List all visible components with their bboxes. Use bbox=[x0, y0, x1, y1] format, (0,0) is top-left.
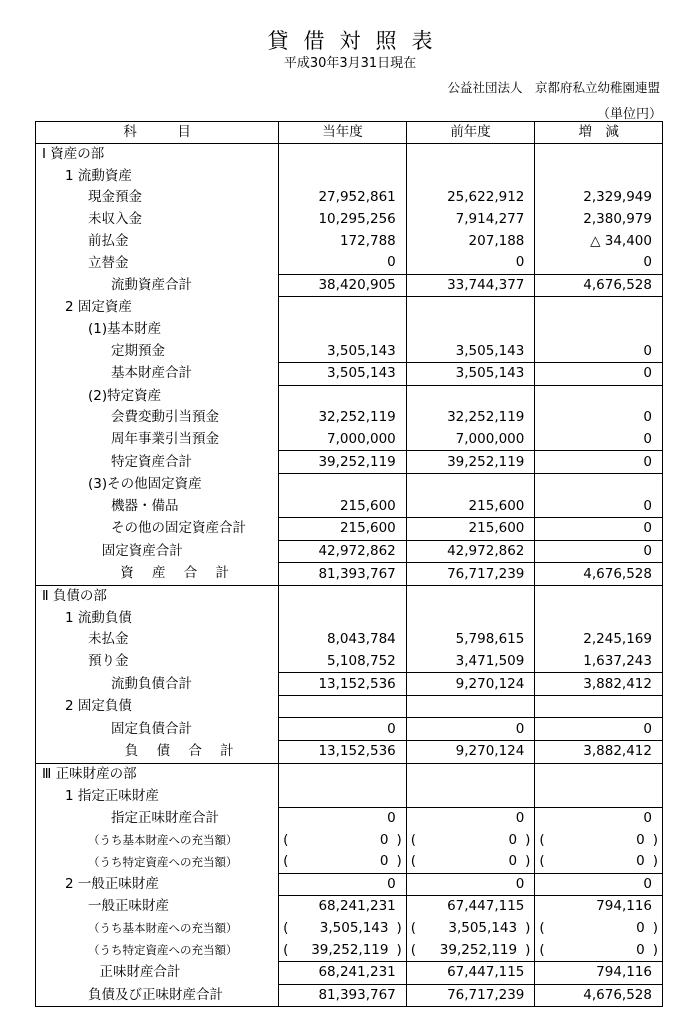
current-year-value: 215,600 bbox=[279, 518, 407, 541]
parenthetical-value: 39,252,119 bbox=[439, 941, 518, 958]
row-label-cell bbox=[36, 873, 279, 896]
close-paren: ) bbox=[652, 941, 658, 958]
previous-year-value: 3,471,509 bbox=[406, 651, 535, 673]
row-label: 1 流動負債 bbox=[65, 609, 132, 626]
current-year-value bbox=[279, 939, 407, 961]
row-label: 2 固定負債 bbox=[65, 698, 132, 715]
row-label: （うち基本財産への充当額） bbox=[88, 832, 238, 847]
current-year-value bbox=[279, 785, 407, 807]
current-year-value bbox=[279, 607, 407, 629]
row-label-cell bbox=[36, 297, 279, 319]
parenthetical-value: 39,252,119 bbox=[311, 941, 389, 958]
table-row bbox=[36, 785, 663, 807]
previous-year-value bbox=[406, 144, 535, 166]
current-year-value: 13,152,536 bbox=[279, 741, 407, 764]
current-year-value: 8,043,784 bbox=[279, 629, 407, 651]
open-paren: ( bbox=[283, 920, 289, 937]
current-year-value bbox=[279, 851, 407, 873]
row-label: 前払金 bbox=[88, 232, 129, 249]
table-row bbox=[36, 230, 663, 252]
parenthetical-value: 0 bbox=[636, 920, 645, 937]
balance-sheet-table bbox=[35, 121, 663, 1007]
previous-year-value: 3,505,143 bbox=[406, 362, 535, 385]
table-row bbox=[36, 984, 663, 1007]
change-value: 794,116 bbox=[535, 896, 663, 918]
close-paren: ) bbox=[652, 853, 658, 870]
row-label: 一般正味財産 bbox=[88, 898, 169, 915]
current-year-value: 68,241,231 bbox=[279, 961, 407, 984]
change-value: 2,245,169 bbox=[535, 629, 663, 651]
row-label-cell bbox=[36, 496, 279, 518]
change-value bbox=[535, 166, 663, 188]
table-row bbox=[36, 918, 663, 940]
row-label-cell bbox=[36, 563, 279, 586]
row-label: Ⅰ 資産の部 bbox=[42, 146, 105, 163]
open-paren: ( bbox=[283, 831, 289, 848]
parenthetical-value: 0 bbox=[636, 853, 645, 870]
open-paren: ( bbox=[410, 853, 417, 870]
row-label-cell bbox=[36, 518, 279, 541]
column-header-previous-year: 前年度 bbox=[406, 122, 535, 144]
previous-year-value: 67,447,115 bbox=[406, 961, 535, 984]
table-body bbox=[36, 144, 663, 1007]
previous-year-value: 7,914,277 bbox=[406, 209, 535, 231]
row-label: （うち特定資産への充当額） bbox=[88, 854, 238, 869]
change-value: 0 bbox=[535, 252, 663, 274]
parenthetical-value: 0 bbox=[379, 831, 389, 848]
change-value: △ 34,400 bbox=[535, 230, 663, 252]
change-value: 1,637,243 bbox=[535, 651, 663, 673]
row-label: Ⅲ 正味財産の部 bbox=[42, 765, 137, 782]
close-paren: ) bbox=[652, 831, 658, 848]
previous-year-value bbox=[406, 166, 535, 188]
open-paren: ( bbox=[283, 853, 289, 870]
table-row bbox=[36, 763, 663, 785]
change-value bbox=[535, 851, 663, 873]
row-label-cell bbox=[36, 473, 279, 495]
row-label: (2)特定資産 bbox=[88, 387, 162, 404]
change-value bbox=[535, 473, 663, 495]
previous-year-value bbox=[406, 695, 535, 718]
previous-year-value: 9,270,124 bbox=[406, 673, 535, 696]
row-label: 周年事業引当預金 bbox=[111, 431, 219, 448]
open-paren: ( bbox=[539, 853, 545, 870]
open-paren: ( bbox=[410, 920, 417, 937]
row-label: 未払金 bbox=[88, 631, 129, 648]
previous-year-value bbox=[406, 851, 535, 873]
change-value: 3,882,412 bbox=[535, 741, 663, 764]
row-label: （うち特定資産への充当額） bbox=[88, 942, 238, 957]
previous-year-value bbox=[406, 829, 535, 851]
table-row bbox=[36, 896, 663, 918]
column-header-current-year: 当年度 bbox=[279, 122, 407, 144]
row-label-cell bbox=[36, 252, 279, 274]
previous-year-value: 42,972,862 bbox=[406, 540, 535, 563]
table-row bbox=[36, 209, 663, 231]
table-row bbox=[36, 518, 663, 541]
column-header-change: 増 減 bbox=[535, 122, 663, 144]
table-row bbox=[36, 829, 663, 851]
open-paren: ( bbox=[410, 831, 417, 848]
row-label-cell bbox=[36, 144, 279, 166]
current-year-value: 0 bbox=[279, 252, 407, 274]
row-label: 指定正味財産合計 bbox=[111, 809, 219, 826]
current-year-value: 172,788 bbox=[279, 230, 407, 252]
row-label: （うち基本財産への充当額） bbox=[88, 921, 238, 936]
current-year-value bbox=[279, 319, 407, 341]
open-paren: ( bbox=[539, 831, 545, 848]
previous-year-value: 0 bbox=[406, 873, 535, 896]
current-year-value: 215,600 bbox=[279, 496, 407, 518]
table-row bbox=[36, 741, 663, 764]
table-row bbox=[36, 607, 663, 629]
parenthetical-value: 3,505,143 bbox=[448, 920, 518, 937]
current-year-value bbox=[279, 763, 407, 785]
current-year-value: 0 bbox=[279, 807, 407, 829]
change-value: 0 bbox=[535, 718, 663, 741]
row-label-cell bbox=[36, 385, 279, 407]
current-year-value bbox=[279, 473, 407, 495]
open-paren: ( bbox=[539, 941, 545, 958]
table-row bbox=[36, 429, 663, 451]
table-row bbox=[36, 695, 663, 718]
parenthetical-value: 0 bbox=[636, 941, 645, 958]
table-row bbox=[36, 939, 663, 961]
row-label: 預り金 bbox=[88, 653, 129, 670]
row-label: 特定資産合計 bbox=[111, 453, 192, 470]
table-row bbox=[36, 563, 663, 586]
row-label: (1)基本財産 bbox=[88, 321, 162, 338]
current-year-value: 7,000,000 bbox=[279, 429, 407, 451]
row-label-cell bbox=[36, 407, 279, 429]
change-value bbox=[535, 144, 663, 166]
current-year-value: 42,972,862 bbox=[279, 540, 407, 563]
table-row bbox=[36, 319, 663, 341]
table-row bbox=[36, 187, 663, 209]
open-paren: ( bbox=[539, 920, 545, 937]
change-value: 0 bbox=[535, 429, 663, 451]
close-paren: ) bbox=[396, 920, 402, 937]
report-date: 平成30年3月31日現在 bbox=[283, 56, 417, 71]
row-label-cell bbox=[36, 718, 279, 741]
current-year-value: 27,952,861 bbox=[279, 187, 407, 209]
previous-year-value bbox=[406, 319, 535, 341]
change-value: 3,882,412 bbox=[535, 673, 663, 696]
table-row bbox=[36, 274, 663, 297]
change-value: 0 bbox=[535, 451, 663, 474]
previous-year-value bbox=[406, 939, 535, 961]
column-header-item: 科 目 bbox=[36, 122, 279, 144]
change-value bbox=[535, 829, 663, 851]
previous-year-value bbox=[406, 763, 535, 785]
row-label: 固定資産合計 bbox=[101, 542, 183, 559]
previous-year-value: 25,622,912 bbox=[406, 187, 535, 209]
row-label: 機器・備品 bbox=[111, 498, 179, 515]
row-label: Ⅱ 負債の部 bbox=[42, 588, 107, 605]
close-paren: ) bbox=[396, 853, 402, 870]
row-label-cell bbox=[36, 918, 279, 940]
change-value: 0 bbox=[535, 407, 663, 429]
current-year-value: 10,295,256 bbox=[279, 209, 407, 231]
previous-year-value: 0 bbox=[406, 718, 535, 741]
organization-name: 公益社団法人 京都府私立幼稚園連盟 bbox=[447, 80, 660, 95]
current-year-value bbox=[279, 385, 407, 407]
previous-year-value bbox=[406, 585, 535, 607]
previous-year-value: 215,600 bbox=[406, 518, 535, 541]
change-value: 4,676,528 bbox=[535, 563, 663, 586]
previous-year-value: 5,798,615 bbox=[406, 629, 535, 651]
close-paren: ) bbox=[396, 831, 402, 848]
close-paren: ) bbox=[525, 853, 531, 870]
previous-year-value bbox=[406, 918, 535, 940]
previous-year-value: 39,252,119 bbox=[406, 451, 535, 474]
row-label: 現金預金 bbox=[88, 189, 142, 206]
previous-year-value: 7,000,000 bbox=[406, 429, 535, 451]
table-row bbox=[36, 252, 663, 274]
previous-year-value: 67,447,115 bbox=[406, 896, 535, 918]
change-value bbox=[535, 585, 663, 607]
row-label-cell bbox=[36, 629, 279, 651]
previous-year-value: 9,270,124 bbox=[406, 741, 535, 764]
current-year-value: 5,108,752 bbox=[279, 651, 407, 673]
table-row bbox=[36, 629, 663, 651]
row-label-cell bbox=[36, 451, 279, 474]
row-label: 負債及び正味財産合計 bbox=[88, 986, 223, 1003]
row-label: (3)その他固定資産 bbox=[88, 475, 202, 492]
row-label-cell bbox=[36, 939, 279, 961]
close-paren: ) bbox=[525, 831, 531, 848]
row-label-cell bbox=[36, 896, 279, 918]
current-year-value bbox=[279, 585, 407, 607]
change-value: 0 bbox=[535, 496, 663, 518]
table-row bbox=[36, 540, 663, 563]
change-value: 0 bbox=[535, 362, 663, 385]
table-row bbox=[36, 961, 663, 984]
table-row bbox=[36, 166, 663, 188]
table-header-row bbox=[36, 122, 663, 144]
previous-year-value: 215,600 bbox=[406, 496, 535, 518]
row-label-cell bbox=[36, 695, 279, 718]
change-value bbox=[535, 939, 663, 961]
row-label-cell bbox=[36, 319, 279, 341]
previous-year-value: 0 bbox=[406, 252, 535, 274]
close-paren: ) bbox=[396, 941, 402, 958]
current-year-value: 3,505,143 bbox=[279, 340, 407, 362]
current-year-value bbox=[279, 829, 407, 851]
change-value: 794,116 bbox=[535, 961, 663, 984]
change-value bbox=[535, 297, 663, 319]
change-value: 0 bbox=[535, 807, 663, 829]
row-label: 1 指定正味財産 bbox=[65, 787, 159, 804]
current-year-value bbox=[279, 695, 407, 718]
change-value bbox=[535, 385, 663, 407]
change-value bbox=[535, 607, 663, 629]
open-paren: ( bbox=[410, 941, 417, 958]
row-label: 流動資産合計 bbox=[111, 276, 192, 293]
previous-year-value bbox=[406, 607, 535, 629]
row-label: その他の固定資産合計 bbox=[111, 520, 246, 537]
table-row bbox=[36, 473, 663, 495]
current-year-value: 13,152,536 bbox=[279, 673, 407, 696]
parenthetical-value: 0 bbox=[379, 853, 389, 870]
parenthetical-value: 0 bbox=[636, 831, 645, 848]
row-label-cell bbox=[36, 961, 279, 984]
change-value: 2,380,979 bbox=[535, 209, 663, 231]
parenthetical-value: 3,505,143 bbox=[319, 920, 389, 937]
row-label-cell bbox=[36, 340, 279, 362]
change-value: 4,676,528 bbox=[535, 274, 663, 297]
document-title: 貸借対照表 bbox=[267, 29, 448, 53]
table-row bbox=[36, 873, 663, 896]
row-label: 2 固定資産 bbox=[65, 299, 132, 316]
row-label-cell bbox=[36, 540, 279, 563]
row-label: 固定負債合計 bbox=[111, 720, 192, 737]
table-row bbox=[36, 451, 663, 474]
row-label: 基本財産合計 bbox=[111, 365, 192, 382]
change-value bbox=[535, 763, 663, 785]
previous-year-value: 76,717,239 bbox=[406, 563, 535, 586]
row-label-cell bbox=[36, 166, 279, 188]
row-label-cell bbox=[36, 829, 279, 851]
change-value bbox=[535, 918, 663, 940]
previous-year-value: 0 bbox=[406, 807, 535, 829]
row-label: 定期預金 bbox=[111, 342, 165, 359]
row-label: 資 産 合 計 bbox=[120, 565, 237, 582]
table-row bbox=[36, 851, 663, 873]
change-value: 0 bbox=[535, 340, 663, 362]
row-label: 未収入金 bbox=[88, 211, 142, 228]
current-year-value: 3,505,143 bbox=[279, 362, 407, 385]
previous-year-value: 207,188 bbox=[406, 230, 535, 252]
row-label-cell bbox=[36, 209, 279, 231]
close-paren: ) bbox=[652, 920, 658, 937]
row-label-cell bbox=[36, 187, 279, 209]
row-label: 負 債 合 計 bbox=[124, 743, 241, 760]
row-label-cell bbox=[36, 807, 279, 829]
row-label-cell bbox=[36, 741, 279, 764]
change-value: 0 bbox=[535, 540, 663, 563]
row-label: 1 流動資産 bbox=[65, 167, 132, 184]
row-label-cell bbox=[36, 607, 279, 629]
open-paren: ( bbox=[283, 941, 289, 958]
table-row bbox=[36, 673, 663, 696]
row-label: 会費変動引当預金 bbox=[111, 409, 219, 426]
table-row bbox=[36, 340, 663, 362]
table-row bbox=[36, 718, 663, 741]
previous-year-value: 76,717,239 bbox=[406, 984, 535, 1007]
table-row bbox=[36, 585, 663, 607]
table-row bbox=[36, 496, 663, 518]
current-year-value: 68,241,231 bbox=[279, 896, 407, 918]
current-year-value bbox=[279, 918, 407, 940]
previous-year-value: 33,744,377 bbox=[406, 274, 535, 297]
row-label-cell bbox=[36, 984, 279, 1007]
change-value: 0 bbox=[535, 873, 663, 896]
table-row bbox=[36, 144, 663, 166]
previous-year-value: 32,252,119 bbox=[406, 407, 535, 429]
row-label-cell bbox=[36, 785, 279, 807]
change-value: 0 bbox=[535, 518, 663, 541]
row-label-cell bbox=[36, 230, 279, 252]
change-value: 2,329,949 bbox=[535, 187, 663, 209]
unit-label: （単位円） bbox=[596, 107, 662, 122]
close-paren: ) bbox=[525, 920, 531, 937]
current-year-value: 0 bbox=[279, 873, 407, 896]
row-label: 流動負債合計 bbox=[111, 675, 192, 692]
change-value bbox=[535, 319, 663, 341]
table-row bbox=[36, 385, 663, 407]
table-row bbox=[36, 362, 663, 385]
row-label-cell bbox=[36, 673, 279, 696]
table-row bbox=[36, 807, 663, 829]
change-value bbox=[535, 785, 663, 807]
change-value bbox=[535, 695, 663, 718]
table-row bbox=[36, 651, 663, 673]
table-row bbox=[36, 407, 663, 429]
current-year-value: 0 bbox=[279, 718, 407, 741]
row-label-cell bbox=[36, 362, 279, 385]
row-label-cell bbox=[36, 651, 279, 673]
current-year-value bbox=[279, 166, 407, 188]
row-label-cell bbox=[36, 585, 279, 607]
row-label-cell bbox=[36, 851, 279, 873]
previous-year-value bbox=[406, 473, 535, 495]
current-year-value bbox=[279, 297, 407, 319]
row-label-cell bbox=[36, 763, 279, 785]
current-year-value: 32,252,119 bbox=[279, 407, 407, 429]
current-year-value bbox=[279, 144, 407, 166]
current-year-value: 38,420,905 bbox=[279, 274, 407, 297]
previous-year-value bbox=[406, 785, 535, 807]
previous-year-value bbox=[406, 385, 535, 407]
row-label: 正味財産合計 bbox=[99, 964, 181, 981]
previous-year-value bbox=[406, 297, 535, 319]
row-label-cell bbox=[36, 274, 279, 297]
current-year-value: 81,393,767 bbox=[279, 984, 407, 1007]
row-label: 立替金 bbox=[88, 254, 129, 271]
parenthetical-value: 0 bbox=[508, 831, 518, 848]
parenthetical-value: 0 bbox=[508, 853, 518, 870]
change-value: 4,676,528 bbox=[535, 984, 663, 1007]
previous-year-value: 3,505,143 bbox=[406, 340, 535, 362]
row-label: 2 一般正味財産 bbox=[65, 875, 159, 892]
current-year-value: 81,393,767 bbox=[279, 563, 407, 586]
row-label-cell bbox=[36, 429, 279, 451]
close-paren: ) bbox=[525, 941, 531, 958]
current-year-value: 39,252,119 bbox=[279, 451, 407, 474]
table-row bbox=[36, 297, 663, 319]
